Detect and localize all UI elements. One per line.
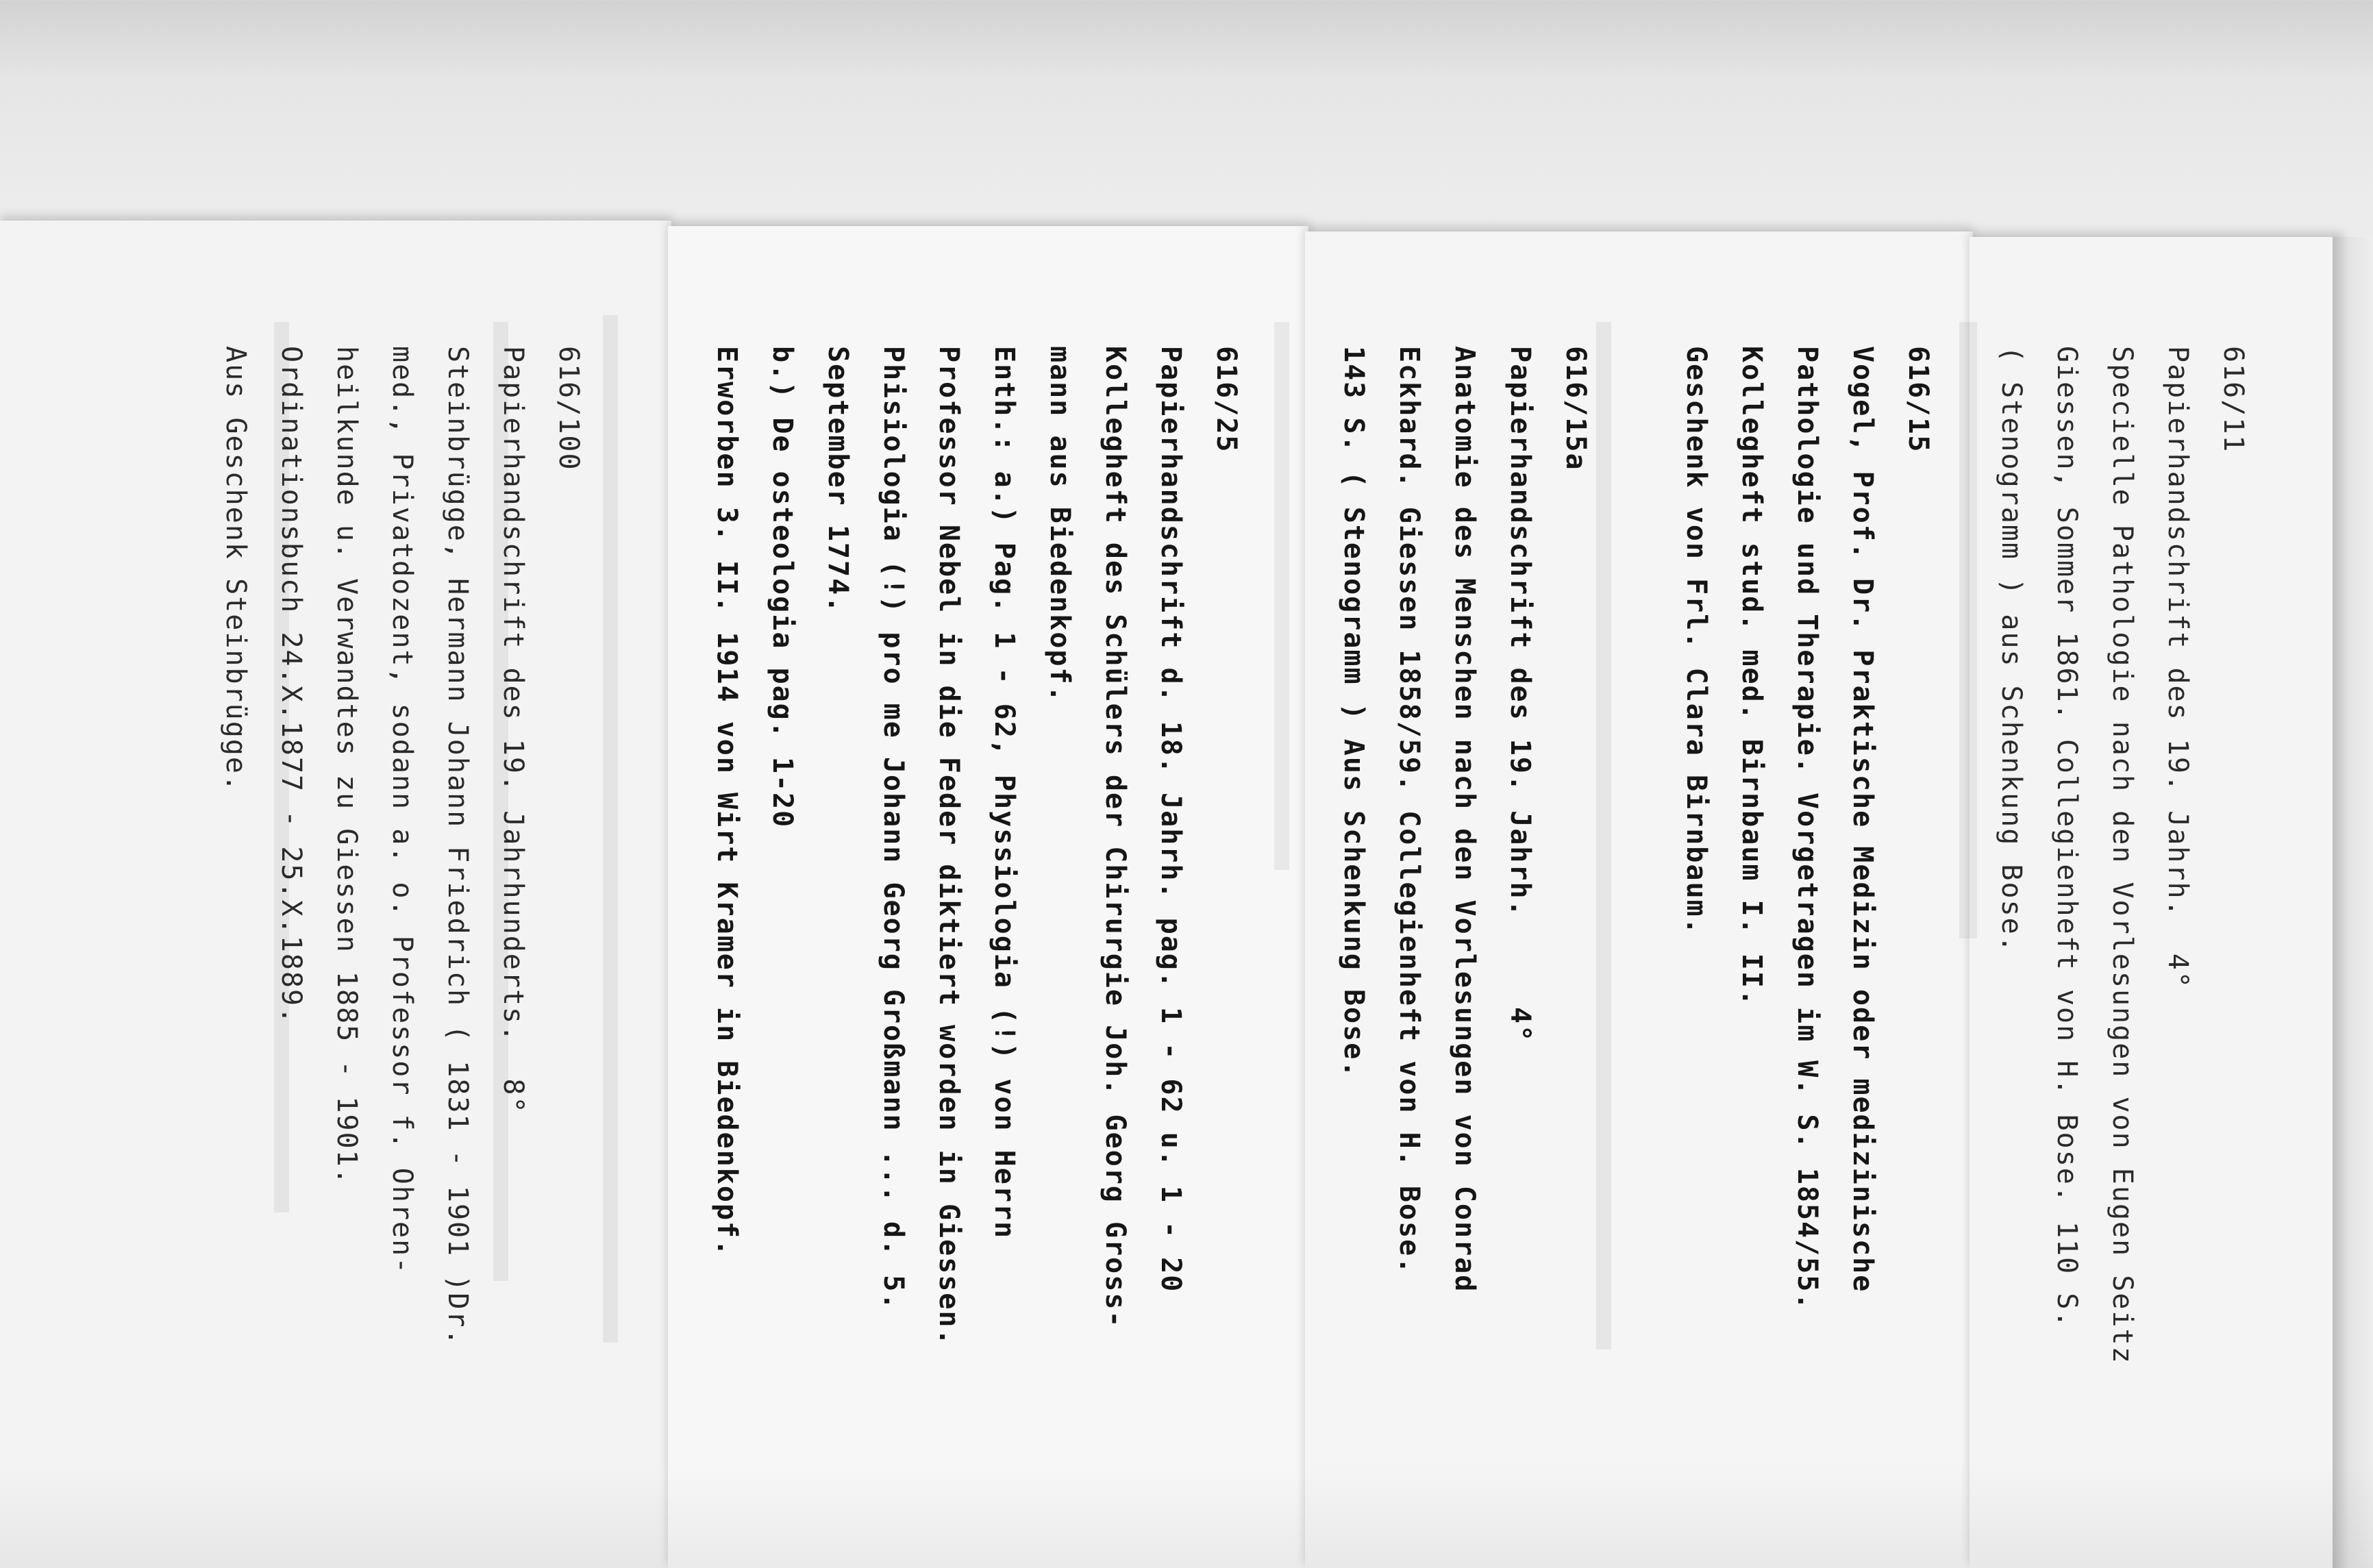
card-line: Kollegheft stud. med. Birnbaum I. II. (1736, 346, 1767, 1008)
catalog-card (208, 346, 596, 1497)
card-shelfmark: 616/15a (1560, 346, 1591, 471)
card-line: med., Privatdozent, sodann a. o. Professor f. Ohren- (386, 346, 418, 1275)
card-line: September 1774. (822, 346, 854, 614)
card-line: Aus Geschenk Steinbrügge. (220, 346, 251, 793)
card-line: Pathologie und Therapie. Vorgetragen im W. S. 1854/55. (1791, 346, 1823, 1311)
card-shelfmark: 616/15 (1902, 346, 1934, 453)
card-line: Erworben 3. II. 1914 von Wirt Kramer in Biedenkopf. (711, 346, 743, 1258)
card-line: 143 S. ( Stenogramm ) Aus Schenkung Bose. (1338, 346, 1369, 1079)
sheet-edge (2333, 237, 2373, 1568)
catalog-card (699, 346, 1254, 1497)
rotated-text-layer (206, 346, 2261, 1497)
card-line: Steinbrügge, Hermann Johann Friedrich ( 1831 - 1901 )Dr. (442, 346, 473, 1347)
card-shelfmark: 616/100 (553, 346, 584, 471)
card-line: Giessen, Sommer 1861. Collegienheft von H. Bose. 110 S. (2051, 346, 2083, 1329)
card-line: Professor Nebel in die Feder diktiert worden in Giessen. (933, 346, 965, 1347)
card-line: Papierhandschrift d. 18. Jahrh. pag. 1 - 62 u. 1 - 20 (1155, 346, 1186, 1293)
card-line: Kollegheft des Schülers der Chirurgie Joh. Georg Gross- (1099, 346, 1131, 1329)
catalog-card (1326, 346, 1603, 1497)
card-line: Phisiologia (!) pro me Johann Georg Großmann ... d. 5. (878, 346, 909, 1311)
card-line: Papierhandschrift des 19. Jahrh. 4° (1504, 346, 1536, 1043)
card-line: Enth.: a.) Pag. 1 - 62, Physsiologia (!) von Herrn (989, 346, 1020, 1240)
card-line: ( Stenogramm ) aus Schenkung Bose. (1996, 346, 2027, 954)
card-line: Vogel, Prof. Dr. Praktische Medizin oder medizinische (1847, 346, 1878, 1293)
card-shelfmark: 616/11 (2217, 346, 2249, 453)
card-line: Papierhandschrift des 19. Jahrh. 4° (2162, 346, 2194, 989)
card-line: Specielle Pathologie nach den Vorlesungen von Eugen Seitz (2107, 346, 2138, 1365)
card-shelfmark: 616/25 (1210, 346, 1242, 453)
card-line: Eckhard. Giessen 1858/59. Collegienheft von H. Bose. (1393, 346, 1425, 1275)
card-line: Anatomie des Menschen nach den Vorlesungen von Conrad (1449, 346, 1480, 1293)
card-line: heilkunde u. Verwandtes zu Giessen 1885 - 1901. (331, 346, 362, 1186)
catalog-card (1983, 346, 2261, 1497)
catalog-card (1668, 346, 1946, 1497)
card-line: mann aus Biedenkopf. (1044, 346, 1076, 704)
card-line: Papierhandschrift des 19. Jahrhunderts. 8° (497, 346, 529, 1115)
card-line: Ordinationsbuch 24.X.1877 - 25.X.1889. (275, 346, 307, 1025)
card-line: b.) De osteologia pag. 1-20 (767, 346, 798, 829)
card-line: Geschenk von Frl. Clara Birnbaum. (1680, 346, 1712, 936)
